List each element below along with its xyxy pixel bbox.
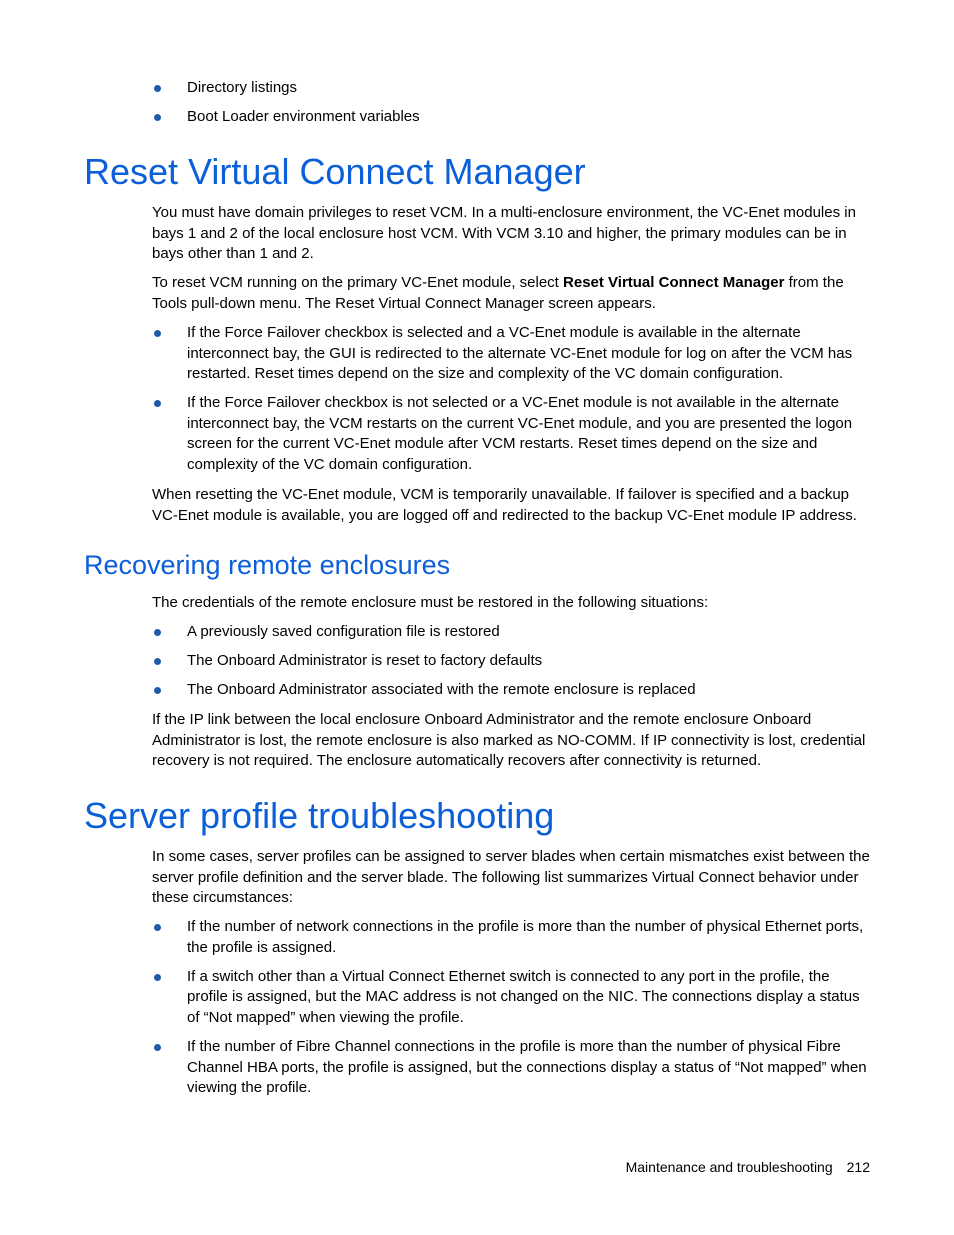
bullet-icon bbox=[154, 85, 161, 92]
list-item: If the Force Failover checkbox is selected and a VC-Enet module is available in the alternate interconnect bay, the GUI is redirected to the alternate VC-Enet module for log on after the VCM has restarted. Reset times depend on the size and complexity of the VC domain configuration. bbox=[152, 323, 872, 385]
bullet-icon bbox=[154, 629, 161, 636]
list-item: If the Force Failover checkbox is not selected or a VC-Enet module is not available in the alternate interconnect bay, the VCM restarts on the current VC-Enet module, and you are presented the logon screen for the current VC-Enet module after VCM restarts. Reset times depend on the size and complexity of the VC domain configuration. bbox=[152, 393, 872, 475]
recovering-bullet-list bbox=[152, 622, 872, 709]
bullet-icon bbox=[154, 658, 161, 665]
recovering-note-paragraph: If the IP link between the local enclosure Onboard Administrator and the remote enclosure Onboard Administrator is lost, the remote enclosure is also marked as NO-COMM. If IP connectivity is lost, credential recovery is not required. The enclosure automatically recovers after connectivity is returned. bbox=[152, 711, 866, 770]
bullet-icon bbox=[154, 1044, 161, 1051]
list-item: If the number of network connections in the profile is more than the number of physical Ethernet ports, the profile is assigned. bbox=[152, 917, 872, 958]
list-item: Boot Loader environment variables bbox=[152, 107, 872, 128]
page-number: 212 bbox=[846, 1159, 870, 1175]
reset-note-paragraph: When resetting the VC-Enet module, VCM is temporarily unavailable. If failover is specified and a backup VC-Enet module is available, you are logged off and redirected to the backup VC-Enet module IP address. bbox=[152, 486, 857, 524]
footer-section-title: Maintenance and troubleshooting bbox=[625, 1159, 833, 1175]
reset-instruction-paragraph: To reset VCM running on the primary VC-Enet module, select Reset Virtual Connect Manager from the Tools pull-down menu. The Reset Virtual Connect Manager screen appears. bbox=[152, 274, 844, 312]
menu-item-reference: Reset Virtual Connect Manager bbox=[563, 274, 785, 291]
page-footer bbox=[626, 1157, 870, 1177]
bullet-icon bbox=[154, 330, 161, 337]
heading-reset-vcm: Reset Virtual Connect Manager bbox=[84, 151, 586, 192]
bullet-icon bbox=[154, 687, 161, 694]
bullet-icon bbox=[154, 114, 161, 121]
list-item: A previously saved configuration file is restored bbox=[152, 622, 872, 643]
server-intro-paragraph: In some cases, server profiles can be assigned to server blades when certain mismatches exist between the server profile definition and the server blade. The following list summarizes Virtual Connect behavior under these circumstances: bbox=[152, 848, 870, 907]
list-item: The Onboard Administrator associated with the remote enclosure is replaced bbox=[152, 680, 872, 701]
heading-recovering-remote-enclosures: Recovering remote enclosures bbox=[84, 550, 451, 580]
heading-server-profile-troubleshooting: Server profile troubleshooting bbox=[84, 795, 555, 836]
list-item: Directory listings bbox=[152, 78, 872, 99]
server-bullet-list bbox=[152, 917, 872, 1107]
bullet-icon bbox=[154, 924, 161, 931]
list-item: If the number of Fibre Channel connections in the profile is more than the number of physical Fibre Channel HBA ports, the profile is assigned, but the connections display a status of “Not mapped” when viewing the profile. bbox=[152, 1037, 872, 1099]
reset-bullet-list bbox=[152, 323, 872, 484]
bullet-icon bbox=[154, 974, 161, 981]
list-item: The Onboard Administrator is reset to factory defaults bbox=[152, 651, 872, 672]
bullet-icon bbox=[154, 400, 161, 407]
recovering-intro-paragraph: The credentials of the remote enclosure must be restored in the following situations: bbox=[152, 594, 709, 611]
reset-intro-paragraph: You must have domain privileges to reset VCM. In a multi-enclosure environment, the VC-Enet modules in bays 1 and 2 of the local enclosure host VCM. With VCM 3.10 and higher, the primary modules can be in bays other than 1 and 2. bbox=[152, 204, 856, 263]
top-bullet-list bbox=[152, 78, 872, 136]
list-item: If a switch other than a Virtual Connect Ethernet switch is connected to any port in the profile, the profile is assigned, but the MAC address is not changed on the NIC. The connections display a status of “Not mapped” when viewing the profile. bbox=[152, 967, 872, 1029]
